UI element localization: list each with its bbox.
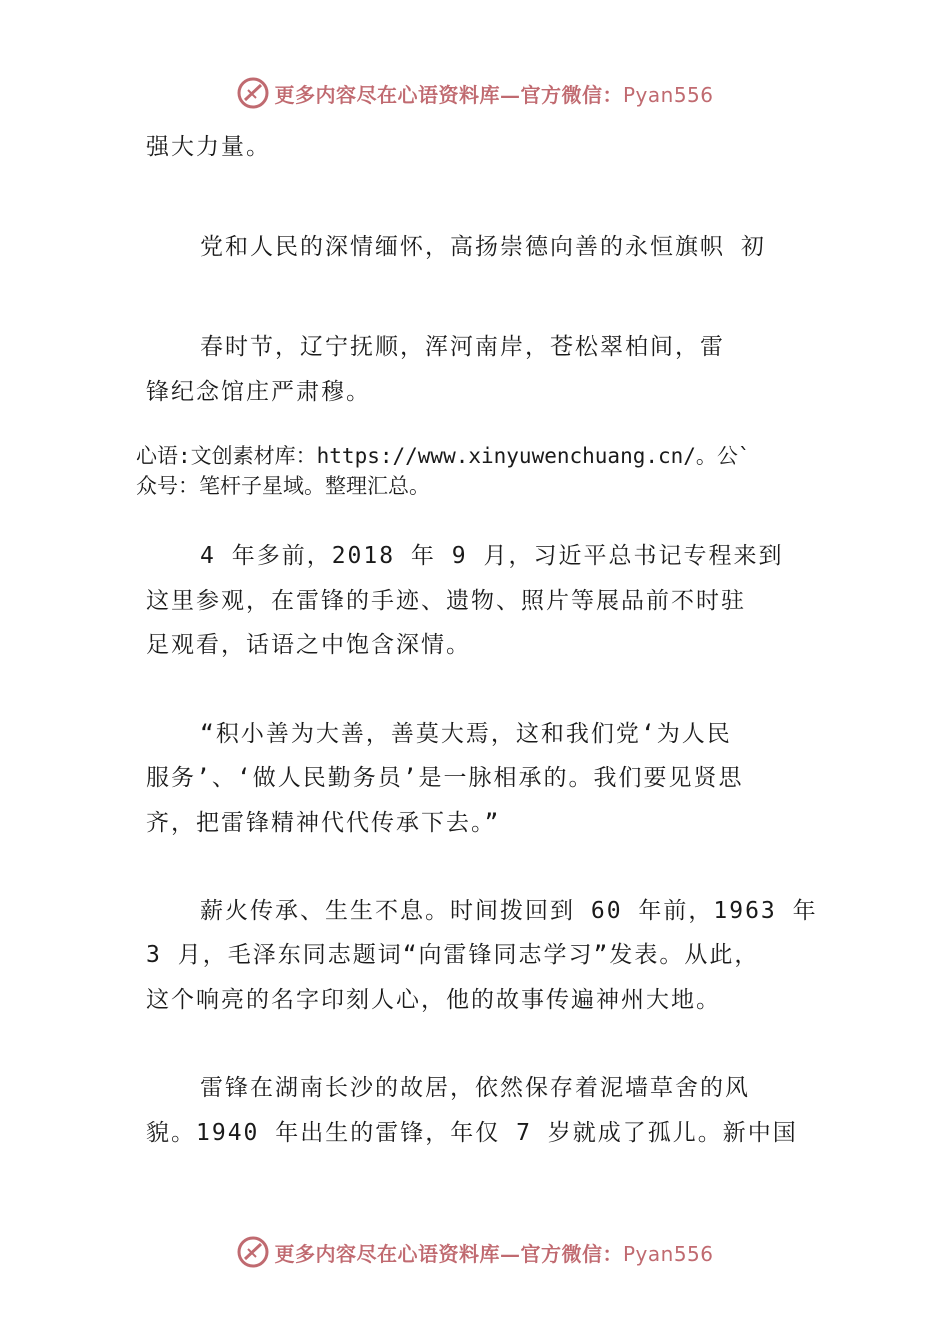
source-note-line: 众号：笔杆子星域。整理汇总。	[136, 474, 430, 498]
header-banner	[0, 73, 950, 113]
text-line: 春时节，辽宁抚顺，浑河南岸，苍松翠柏间，雷	[200, 334, 725, 360]
header-banner-wechat-id: Pyan556	[622, 82, 714, 107]
text-line: 这里参观，在雷锋的手迹、遗物、照片等展品前不时驻	[146, 588, 746, 614]
header-banner-cn: 更多内容尽在心语资料库—官方微信：	[274, 82, 623, 107]
text-line: 貌。1940 年出生的雷锋，年仅 7 岁就成了孤儿。新中国	[146, 1120, 798, 1146]
text-line: 强大力量。	[146, 134, 271, 160]
text-line: 锋纪念馆庄严肃穆。	[146, 379, 371, 405]
text-line: 齐，把雷锋精神代代传承下去。”	[146, 810, 501, 836]
text-line: 党和人民的深情缅怀，高扬崇德向善的永恒旗帜 初	[200, 234, 766, 260]
header-banner-text	[274, 79, 713, 108]
text-line: 这个响亮的名字印刻人心，他的故事传遍神州大地。	[146, 987, 721, 1013]
footer-banner-cn: 更多内容尽在心语资料库—官方微信：	[274, 1241, 623, 1266]
text-line: 3 月，毛泽东同志题词“向雷锋同志学习”发表。从此，	[146, 942, 760, 968]
footer-banner-wechat-id: Pyan556	[622, 1241, 714, 1266]
text-line: “积小善为大善，善莫大焉，这和我们党‘为人民	[200, 721, 732, 747]
source-note-line: 心语:文创素材库：https://www.xinyuwenchuang.cn/。公`	[136, 444, 751, 468]
logo-icon	[236, 1235, 270, 1269]
text-line: 足观看，话语之中饱含深情。	[146, 632, 471, 658]
logo-icon	[236, 76, 270, 110]
footer-banner	[0, 1232, 950, 1272]
text-line: 服务’、‘做人民勤务员’是一脉相承的。我们要见贤思	[146, 765, 744, 791]
text-line: 4 年多前，2018 年 9 月，习近平总书记专程来到	[200, 543, 784, 569]
footer-banner-text	[274, 1238, 713, 1267]
text-line: 薪火传承、生生不息。时间拨回到 60 年前，1963 年	[200, 898, 818, 924]
text-line: 雷锋在湖南长沙的故居，依然保存着泥墙草舍的风	[200, 1075, 750, 1101]
